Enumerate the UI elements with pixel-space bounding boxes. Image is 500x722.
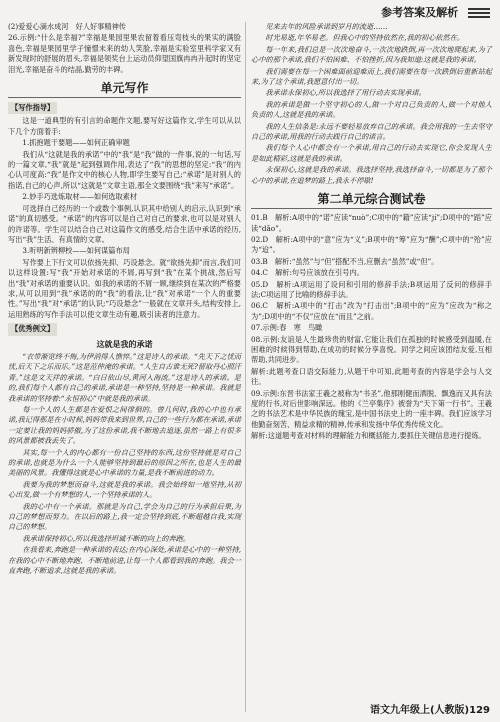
essay-paragraph: 我的人生信条是:永远不要轻易放弃自己的承诺。我会用我的一生去坚守自己的承诺,用我的行动去践行自己的诺言。 [251, 121, 492, 142]
column-divider [245, 22, 246, 712]
answer-line: 26.示例:“什么是幸福?”幸福是果园里果农留着看压弯枝头的果实的满脸喜色,幸福是果园里学子憧憬未来的幼人笑脸,幸福是实验室里科学家又有新发现时的舒展的眉头,幸福是领奖台上运动员仰望国旗冉冉升起时的坚定泪光,幸福是奋斗的结晶,勤劳的丰碑。 [8, 33, 241, 74]
answer-item: 01.B 解析:A项中的“诺”应读“nuò”;C项中的“籍”应读“jí”;D项中的“蹈”应读“dǎo”。 [251, 213, 492, 233]
answer-item: 解析:这道题考查对材料的理解能力和概括能力,要抓住关键信息进行提炼。 [251, 431, 486, 441]
guide-tag: 【写作指导】 [8, 102, 57, 114]
guide-paragraph: 我们从“这就是我的承诺”中的“我”是“我”做的一件事,说的一句话,写的一篇文章,“我”就是“起到强调作用,表达了“我”的思想的坚定:“我”的内心认可度高:“我”是作文中的核心人物,即学生要写自己;“承诺”是对别人的指诺,自己的心声,所以“这就是”文章主语,那全文要围绕“我”来写“承诺”。 [8, 149, 241, 190]
essay-paragraph: 我们需要在每一个困难面前迎难而上,我们需要在每一次跌倒后重新站起来,为了这个承诺,我愿意付出一切。 [251, 66, 492, 87]
essay-paragraph: 时光易逝,年华易老。但我心中的坚持依然在,我的初心依然在。 [265, 33, 465, 43]
essay-paragraph: 其实,每一个人的内心都有一份自己坚持的东西,这份坚持就是对自己的承诺,也就是为什么一个人能够坚持到最后的原因之所在,也是人生的最美丽的风景。我懂得这就是心中承诺的力量,是我不断前进的动力。 [8, 447, 241, 478]
essay-paragraph: 我的承诺是做一个坚守初心的人,做一个对自己负责的人,做一个对他人负责的人,这就是我的承诺。 [251, 99, 492, 120]
essay-paragraph: 在我看来,奔跑是一种承诺的表达;在内心深处,承诺是心中的一种坚持,在我的心中不断地奔跑、不断地前进,让每一个人都看到我的奔跑。我会一直奔跑,不断追求,这就是我的承诺。 [8, 545, 241, 576]
page-header [381, 4, 490, 20]
section-title-writing: 单元写作 [8, 79, 241, 98]
guide-heading: 1.抓抱题干要题——如何正确审题 [22, 138, 130, 148]
essay-paragraph: 我们每个人心中都会有一个承诺,用自己的行动去实现它,你会发现人生是如此精彩,这就是我的承诺。 [251, 143, 492, 163]
book-stack-icon [468, 6, 490, 20]
guide-paragraph: 这是一道典型的有引言的命题作文题,要写好这篇作文,学生可以从以下几个方面着手: [8, 116, 241, 136]
essay-title: 这就是我的承诺 [96, 338, 153, 349]
essay-paragraph: “衣带渐宽终不悔,为伊消得人憔悴。”这是诗人的承诺。“先天下之忧而忧,后天下之乐而乐。”这是范仲淹的承诺。“人生自古谁无死?留取丹心照汗青。”这是文天祥的承诺。“白日依山尽,黄河入海流。”这是诗人的承诺。是的,我们每个人都有自己的承诺,承诺是一种坚持,坚持是一种承诺。我就是我承诺的坚持着:“永恒初心”中就是我的承诺。 [8, 351, 241, 403]
answer-item: 03.B 解析:“虽然”与“但”搭配不当,应删去“虽然”或“但”。 [251, 256, 439, 266]
answer-item: 04.C 解析:句号应该放在引号内。 [251, 268, 364, 278]
answer-item: 06.C 解析:A项中的“打击”改为“打击出”;B项中的“应为”应改为“称之为”;D项中的“不仅”应放在“而且”之前。 [251, 301, 492, 321]
essay-paragraph: 我要为我的梦想而奋斗,这就是我的承诺。我会始终如一地坚持,从初心出发,做一个有梦想的人,一个坚持承诺的人。 [8, 479, 241, 500]
essay-paragraph: 我承诺永保初心,所以我选择了用行动去实现承诺。 [265, 88, 426, 98]
section-title-test: 第二单元综合测试卷 [251, 190, 492, 209]
left-column [8, 22, 241, 578]
header-title: 参考答案及解析 [381, 6, 459, 19]
essay-paragraph: 每一年来,我们总是一次次地奋斗,一次次地跌倒,再一次次地爬起来,为了心中的那个承诺,我们不怕困难、不怕挫折,因为我知道:这就是我的承诺。 [251, 44, 492, 65]
answer-item: 08.示例:友谊是人生最珍贵的财富,它能让我们在孤独的时候感受到温暖,在困难的时候得到帮助,在成功的时候分享喜悦。同学之间应该团结友爱,互相帮助,共同进步。 [251, 334, 492, 365]
guide-heading: 2.妙手巧选炼取材——如何选取素材 [22, 192, 138, 202]
essay-paragraph: 我承诺保持初心,所以我选择坦诚不断的向上的奔跑。 [22, 533, 190, 543]
answer-item: 解析:此题考查口语交际能力,从题干中可知,此题考查的内容是学会与人交往。 [251, 366, 492, 387]
guide-paragraph: 可选择自己经历的一个或数个事例,认识其中给别人的启示,认识到“承诺”的真切感受。“承诺”的内容可以是自己对自己的要求,也可以是对别人的许诺等。学生可以结合自己对这篇作文的感受,结合生活中承诺的经历,写出“我”生活、有真情的文章。 [8, 203, 241, 244]
essay-paragraph: 我的心中有一个承诺。那就是为自己,学会为自己的行为承担后果,为自己的梦想而努力。在以后的路上,我一定会坚持到底,不断超越自我,实现自己的梦想。 [8, 501, 241, 532]
guide-paragraph: 写作要上下行文可以依扬先抑、巧设悬念。就“欲扬先抑”而言,我们可以这样设置:写“我”开始对承诺的不屑,再写到“我”在某个挑战,然后写出“我”对承诺的重要认识。如我的承诺的不屑一顾,继续到在某次的严格要求,从可以用到“我”承诺的的“我”的看法,让“我”对承诺“一个人的重要性。”写出“我”对“承诺”的认识;“巧设悬念”一般就在文章开头,结构安排上,运用熟练的写作手法可以使文章生动有趣,吸引读者的注意力。 [8, 257, 241, 319]
essay-paragraph: 每一个人的人生都是在爱恨之间徘徊的。曾几何时,我的心中也有承诺,我记得那是在小时候,妈妈带我来到世界,自己的一些行为都在承诺,承诺一定要让我的妈妈骄傲,为了这份承诺,我不断地去追逐,虽然一路上有很多的风景都被我丢失了。 [8, 405, 241, 446]
answer-item: 07.示例:春 寒 鸟瞰 [251, 323, 323, 333]
answer-item: 05.D 解析:A项运用了设问和引用的修辞手法;B项运用了反问的修辞手法;C项运用了比喻的修辞手法。 [251, 279, 492, 299]
guide-heading: 3.听明新辨柳校——如何谋篇布局 [22, 246, 130, 256]
page-footer: 语文九年级上(人教版)129 [369, 705, 490, 716]
answer-line: (2)爱爱心滴水成河 好人好事精神传 [8, 22, 126, 31]
essay-paragraph: 见来去年的风险承诺到岁月的流逝…… [265, 22, 388, 31]
essay-paragraph: 永保初心,这就是我的承诺。我选择坚持,我选择奋斗,一切都是为了那个心中的承诺,在追梦的路上,我永不停歇! [251, 165, 492, 185]
answer-item: 02.D 解析:A项中的“意”应为“义”;B项中的“筹”应为“酬”;C项中的“殆”应为“迨”。 [251, 234, 492, 255]
right-column [251, 22, 492, 443]
sample-tag: 【优秀例文】 [8, 323, 57, 335]
answer-item: 09.示例:东晋书法家王羲之被称为“书圣”,他那刚健而洒脱、飘逸而又具有法度的行书,对后世影响深远。他的《兰亭集序》被誉为“天下第一行书”。王羲之的书法艺术是中华民族的瑰宝,是中国书法史上的一座丰碑。我们应该学习他勤奋刻苦、精益求精的精神,传承和发扬中华优秀传统文化。 [251, 388, 492, 429]
